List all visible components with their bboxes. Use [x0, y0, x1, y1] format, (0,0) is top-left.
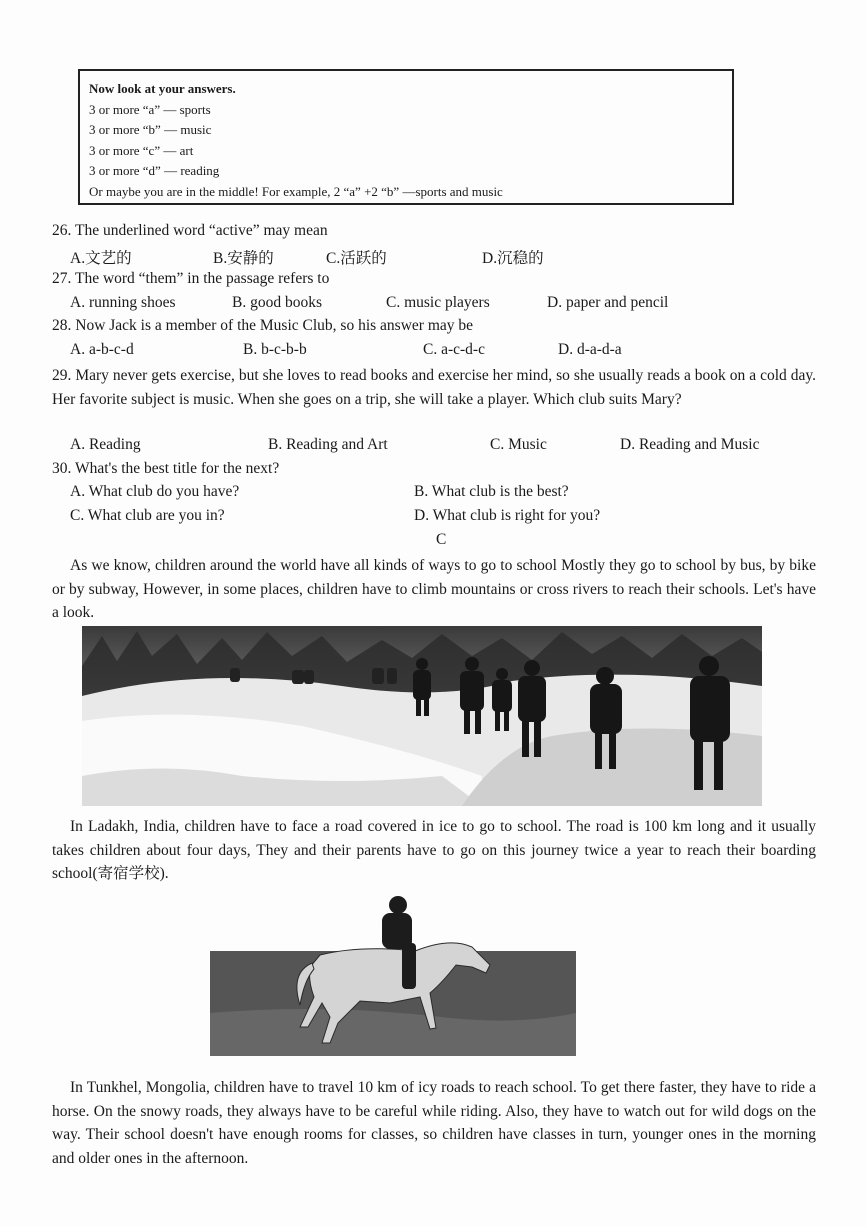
q27-option-b: B. good books: [232, 294, 322, 311]
question-29-stem: 29. Mary never gets exercise, but she loves to read books and exercise her mind, so she usually reads a book on a cold day. Her favorite subject is music. When she goes on a trip, she will take a player. Which club suits Mary?: [52, 367, 816, 408]
question-27-stem: 27. The word “them” in the passage refers to: [52, 270, 330, 287]
q28-option-c: C. a-c-d-c: [423, 341, 485, 358]
q27-option-d: D. paper and pencil: [547, 294, 669, 311]
q26-option-c: C.活跃的: [326, 250, 387, 267]
paragraph-ladakh: In Ladakh, India, children have to face a road covered in ice to go to school. The road is 100 km long and it usually takes children about four days, They and their parents have to go on this journey twice a year to reach their boarding school(寄宿学校).: [52, 818, 816, 883]
answer-key-line: Or maybe you are in the middle! For example, 2 “a” +2 “b” —sports and music: [89, 183, 503, 199]
answer-key-title: Now look at your answers.: [89, 81, 236, 96]
photo-horse-rider: [210, 893, 576, 1056]
q30-option-b: B. What club is the best?: [414, 483, 569, 500]
q26-option-b: B.安静的: [213, 250, 274, 267]
q26-option-a: A.文艺的: [70, 250, 132, 267]
answer-key-line: 3 or more “b” — music: [89, 122, 212, 138]
section-heading: C: [436, 531, 447, 548]
q27-option-c: C. music players: [386, 294, 490, 311]
answer-key-line: 3 or more “d” — reading: [89, 163, 220, 179]
answer-key-line: 3 or more “c” — art: [89, 142, 194, 158]
answer-key-line: 3 or more “a” — sports: [89, 101, 211, 117]
question-28-stem: 28. Now Jack is a member of the Music Club, so his answer may be: [52, 317, 474, 334]
q30-option-d: D. What club is right for you?: [414, 507, 601, 524]
q29-option-d: D. Reading and Music: [620, 436, 760, 453]
paragraph-mongolia: In Tunkhel, Mongolia, children have to travel 10 km of icy roads to reach school. To get there faster, they have to ride a horse. On the snowy roads, they always have to be careful while riding. Also, they have to watch out for wild dogs on the way. Their school doesn't have enough rooms for classes, so children have classes in turn, younger ones in the morning and older ones in the afternoon.: [52, 1079, 816, 1168]
q28-option-a: A. a-b-c-d: [70, 341, 134, 358]
question-26-stem: 26. The underlined word “active” may mean: [52, 222, 328, 239]
q29-option-c: C. Music: [490, 436, 547, 453]
photo-snow-trek: [82, 626, 762, 806]
q29-option-a: A. Reading: [70, 436, 141, 453]
q26-option-d: D.沉稳的: [482, 250, 544, 267]
q27-option-a: A. running shoes: [70, 294, 176, 311]
question-30-stem: 30. What's the best title for the next?: [52, 460, 280, 477]
answer-key-box: [78, 69, 734, 205]
q29-option-b: B. Reading and Art: [268, 436, 388, 453]
q30-option-a: A. What club do you have?: [70, 483, 240, 500]
q28-option-d: D. d-a-d-a: [558, 341, 622, 358]
paragraph-intro: As we know, children around the world have all kinds of ways to go to school Mostly they go to school by bus, by bike or by subway, However, in some places, children have to climb mountains or cross rivers to reach their schools. Let's have a look.: [52, 557, 816, 622]
q30-option-c: C. What club are you in?: [70, 507, 225, 524]
q28-option-b: B. b-c-b-b: [243, 341, 307, 358]
